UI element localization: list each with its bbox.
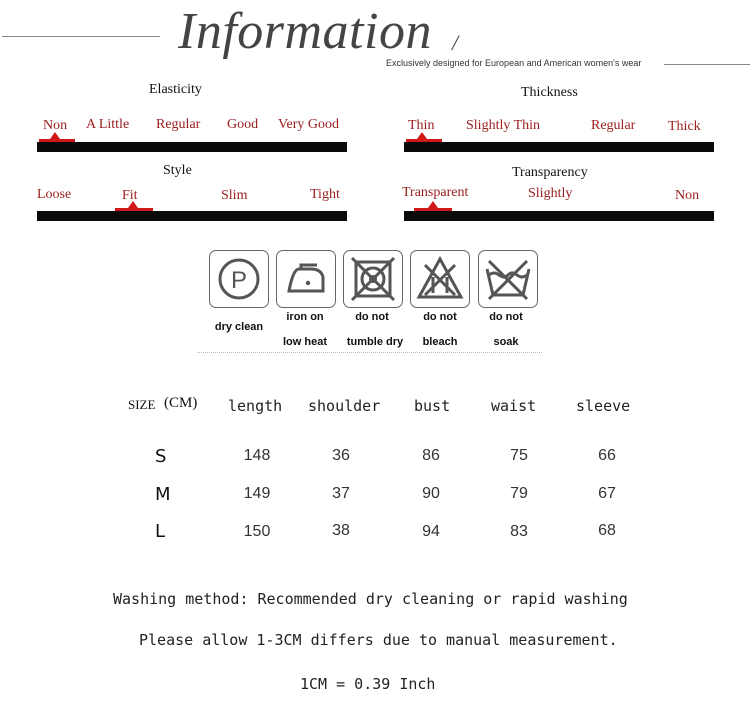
elasticity-option-very-good: Very Good	[278, 117, 340, 132]
soak-label-line2: soak	[493, 336, 519, 348]
cell-s-waist: 75	[510, 447, 528, 464]
transparency-bar	[404, 211, 714, 221]
iron-low-heat-icon	[276, 250, 336, 308]
washing-note: Washing method: Recommended dry cleaning or rapid washing	[113, 590, 628, 608]
svg-text:P: P	[230, 267, 248, 294]
transparency-marker-icon	[428, 201, 438, 208]
cell-s-length: 148	[243, 447, 271, 464]
col-waist: waist	[491, 397, 537, 415]
no-soak-icon	[478, 250, 538, 308]
row-size-m: M	[155, 484, 171, 505]
care-divider	[197, 352, 542, 353]
cell-s-shoulder: 36	[332, 447, 350, 464]
cell-s-bust: 86	[422, 447, 440, 464]
thickness-bar	[404, 142, 714, 152]
conversion-note: 1CM = 0.39 Inch	[300, 675, 436, 693]
header-rule-left	[2, 36, 160, 37]
no-bleach-icon	[410, 250, 470, 308]
style-title: Style	[163, 163, 192, 178]
transparency-title: Transparency	[512, 165, 588, 180]
thickness-option-regular: Regular	[591, 118, 636, 133]
allowance-note: Please allow 1-3CM differs due to manual measurement.	[139, 631, 618, 649]
soak-label-line1: do not	[489, 311, 523, 323]
elasticity-option-a-little: A Little	[86, 117, 130, 132]
transparency-option-non: Non	[675, 188, 700, 203]
page-subtitle: Exclusively designed for European and American women's wear	[386, 58, 642, 68]
thickness-option-thin: Thin	[408, 118, 435, 133]
bleach-label-line1: do not	[423, 311, 457, 323]
cell-m-waist: 79	[510, 485, 528, 502]
bleach-label-line2: bleach	[422, 336, 458, 348]
tumble-label-line2: tumble dry	[346, 336, 404, 348]
elasticity-option-good: Good	[227, 117, 259, 132]
iron-label-line1: iron on	[286, 311, 324, 323]
cell-l-length: 150	[243, 523, 271, 540]
style-marker-icon	[128, 201, 138, 208]
style-option-slim: Slim	[221, 188, 248, 203]
cell-m-shoulder: 37	[332, 485, 350, 502]
style-option-tight: Tight	[310, 187, 340, 202]
col-length: length	[228, 397, 283, 415]
header-rule-right	[664, 64, 750, 65]
thickness-option-thick: Thick	[668, 119, 701, 134]
cell-m-sleeve: 67	[598, 485, 616, 502]
style-option-loose: Loose	[37, 187, 72, 202]
elasticity-marker-icon	[50, 132, 60, 139]
elasticity-option-regular: Regular	[156, 117, 201, 132]
page-title: Information	[178, 3, 432, 60]
size-label: SIZE	[128, 397, 156, 412]
row-size-s: S	[155, 446, 167, 467]
cell-l-shoulder: 38	[332, 522, 350, 539]
thickness-title: Thickness	[521, 85, 578, 100]
dry-clean-icon	[209, 250, 269, 308]
style-bar	[37, 211, 347, 221]
col-bust: bust	[414, 397, 451, 415]
cell-l-waist: 83	[510, 523, 528, 540]
thickness-option-slightly-thin: Slightly Thin	[466, 118, 541, 133]
cell-m-bust: 90	[422, 485, 440, 502]
cell-l-bust: 94	[422, 523, 440, 540]
title-slash: /	[452, 30, 459, 55]
elasticity-bar	[37, 142, 347, 152]
tumble-label-line1: do not	[355, 311, 389, 323]
cell-s-sleeve: 66	[598, 447, 616, 464]
no-tumble-dry-icon	[343, 250, 403, 308]
cell-l-sleeve: 68	[598, 522, 616, 539]
cell-m-length: 149	[243, 485, 271, 502]
row-size-l: L	[155, 521, 166, 542]
col-sleeve: sleeve	[576, 397, 631, 415]
thickness-marker-icon	[417, 132, 427, 139]
elasticity-option-non: Non	[43, 118, 68, 133]
elasticity-title: Elasticity	[149, 82, 202, 97]
transparency-option-transparent: Transparent	[402, 185, 469, 200]
col-shoulder: shoulder	[308, 397, 381, 415]
unit-label: (CM)	[164, 395, 198, 411]
iron-label-line2: low heat	[282, 336, 327, 348]
transparency-option-slightly: Slightly	[528, 186, 573, 201]
style-option-fit: Fit	[122, 188, 138, 203]
dry-clean-label: dry clean	[214, 321, 264, 333]
